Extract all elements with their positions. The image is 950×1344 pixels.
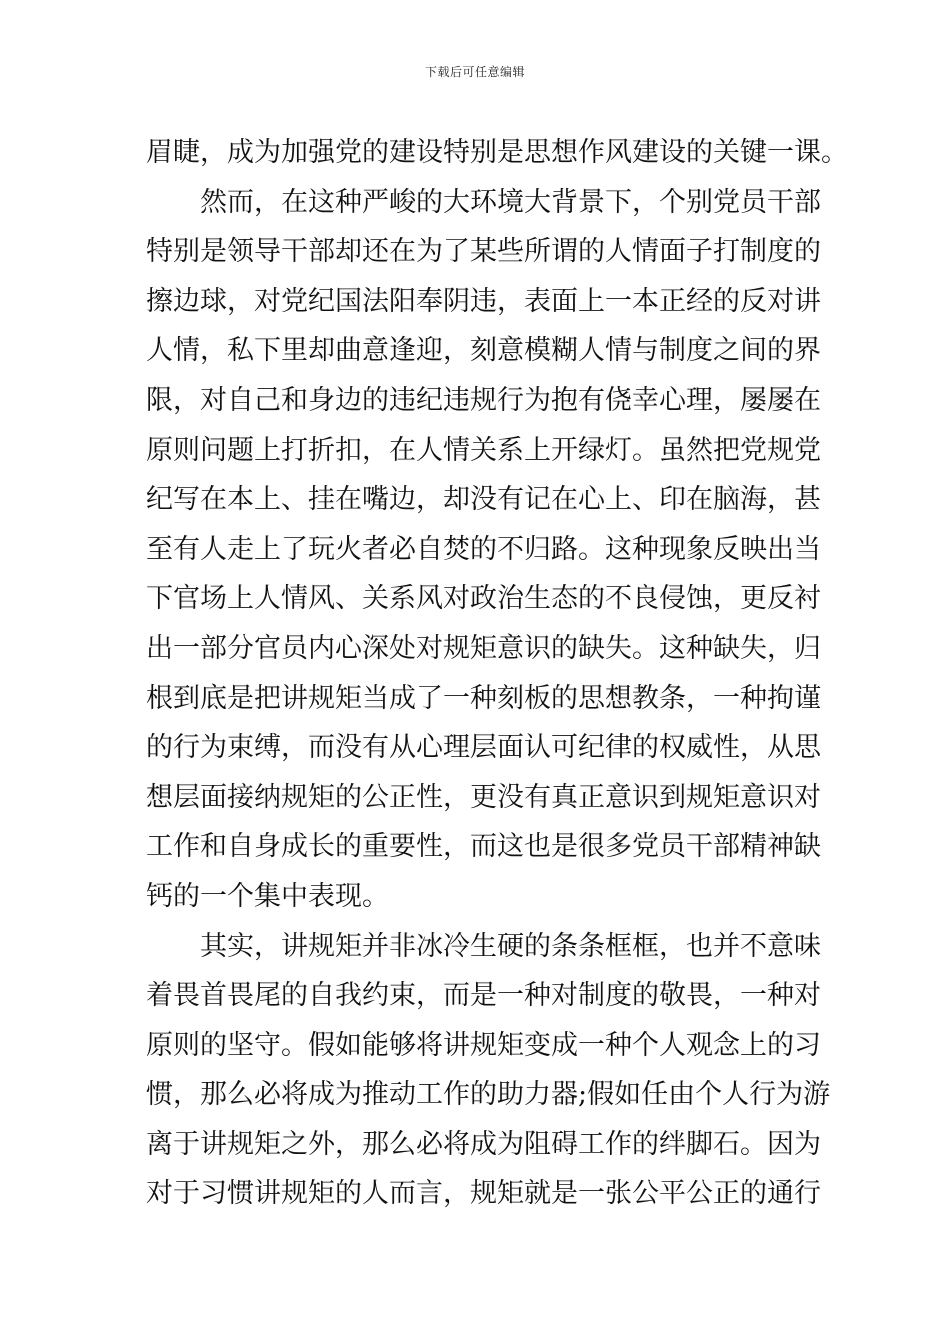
- text-line: 人情，私下里却曲意逢迎，刻意模糊人情与制度之间的界: [146, 335, 821, 367]
- text-line: 着畏首畏尾的自我约束，而是一种对制度的敬畏，一种对: [146, 980, 821, 1012]
- text-line: 然而，在这种严峻的大环境大背景下，个别党员干部: [200, 186, 821, 218]
- text-line: 纪写在本上、挂在嘴边，却没有记在心上、印在脑海，甚: [146, 484, 821, 516]
- text-line: 至有人走上了玩火者必自焚的不归路。这种现象反映出当: [146, 533, 821, 565]
- text-line: 擦边球，对党纪国法阳奉阴违，表面上一本正经的反对讲: [146, 285, 821, 317]
- page-header: 下载后可任意编辑: [424, 65, 525, 79]
- text-line: 想层面接纳规矩的公正性，更没有真正意识到规矩意识对: [146, 781, 821, 813]
- text-line: 离于讲规矩之外，那么必将成为阻碍工作的绊脚石。因为: [146, 1128, 821, 1160]
- text-line: 下官场上人情风、关系风对政治生态的不良侵蚀，更反衬: [146, 583, 821, 615]
- text-line: 特别是领导干部却还在为了某些所谓的人情面子打制度的: [146, 236, 821, 268]
- text-line: 原则的坚守。假如能够将讲规矩变成一种个人观念上的习: [146, 1029, 821, 1061]
- paragraph: [146, 128, 848, 178]
- text-line: 对于习惯讲规矩的人而言，规矩就是一张公平公正的通行: [146, 1178, 821, 1210]
- text-line: 的行为束缚，而没有从心理层面认可纪律的权威性，从思: [146, 732, 821, 764]
- text-line: 原则问题上打折扣，在人情关系上开绿灯。虽然把党规党: [146, 434, 821, 466]
- text-line: 其实，讲规矩并非冰冷生硬的条条框框，也并不意味: [200, 930, 821, 962]
- document-body: [146, 128, 848, 1219]
- text-line: 根到底是把讲规矩当成了一种刻板的思想教条，一种拘谨: [146, 682, 821, 714]
- text-line: 眉睫，成为加强党的建设特别是思想作风建设的关键一课。: [146, 137, 848, 168]
- text-line: 工作和自身成长的重要性，而这也是很多党员干部精神缺: [146, 831, 821, 863]
- text-line: 钙的一个集中表现。: [146, 880, 389, 912]
- paragraph: [146, 922, 831, 1220]
- text-line: 限，对自己和身边的违纪违规行为抱有侥幸心理，屡屡在: [146, 384, 821, 416]
- paragraph: [146, 178, 821, 922]
- text-line: 出一部分官员内心深处对规矩意识的缺失。这种缺失，归: [146, 632, 821, 664]
- text-line: 惯，那么必将成为推动工作的助力器;假如任由个人行为游: [146, 1079, 831, 1111]
